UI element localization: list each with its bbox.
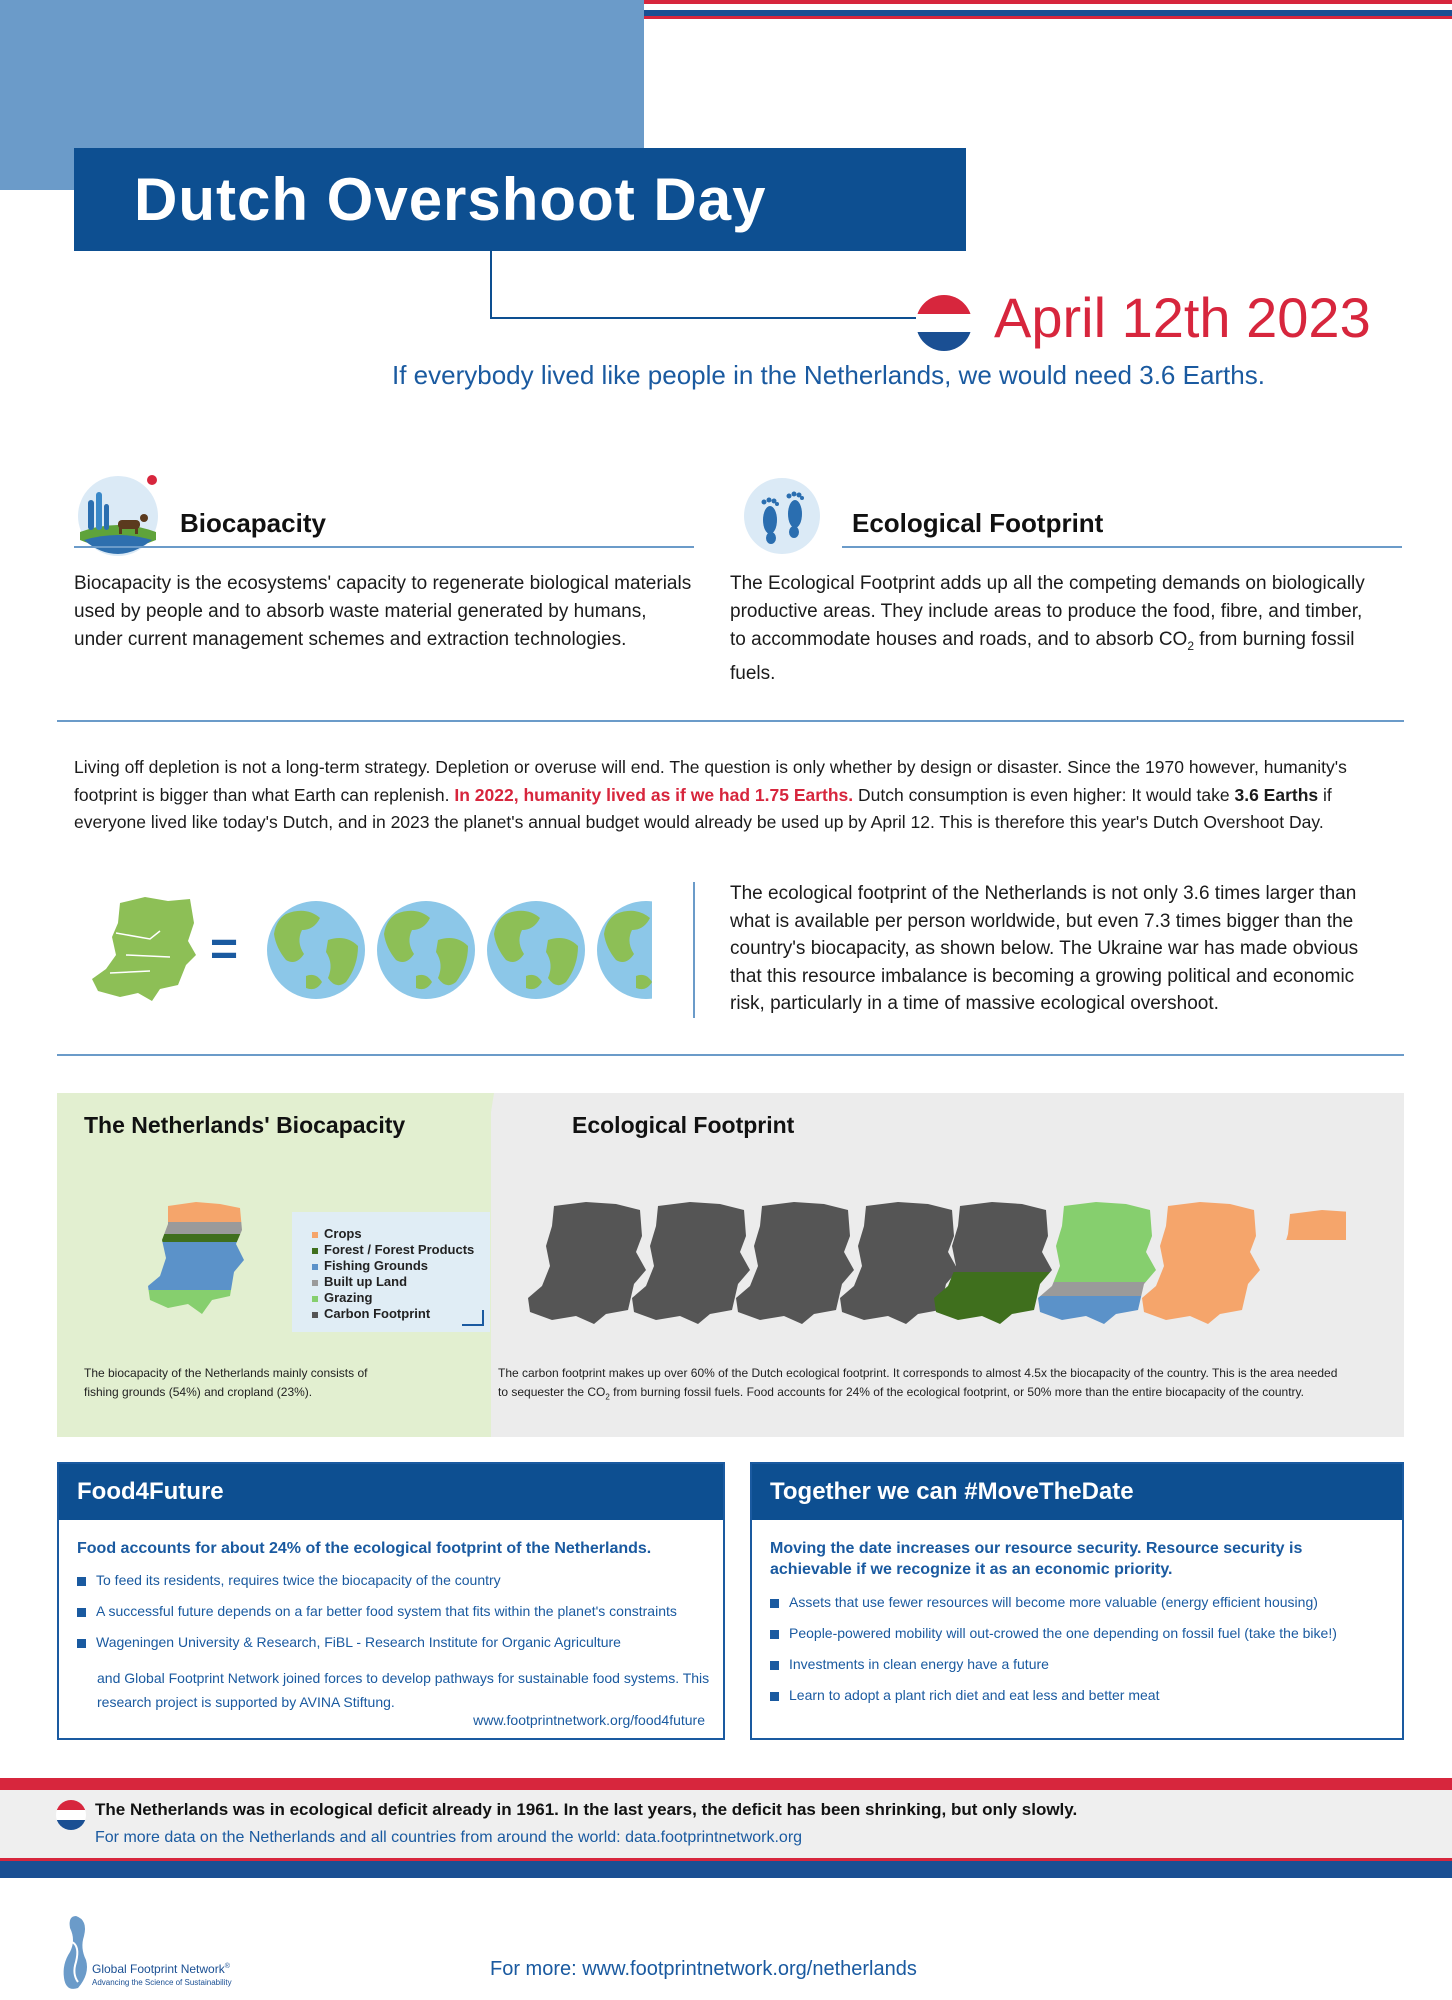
bullet-icon [77, 1639, 86, 1648]
legend-label: Carbon Footprint [324, 1306, 431, 1321]
grazing-built-fishing-map [1036, 1200, 1161, 1325]
depletion-text: Dutch consumption is even higher: It would take [853, 784, 1235, 805]
bullet-icon [77, 1608, 86, 1617]
legend-item-forest [312, 1242, 474, 1258]
equals-sign: = [210, 923, 239, 976]
earths-graphic [266, 900, 666, 1000]
bullet-text: Wageningen University & Research, FiBL - Research Institute for Organic Agriculture [96, 1634, 621, 1650]
legend [292, 1212, 490, 1332]
list-item [770, 1592, 1400, 1612]
movedate-lead: Moving the date increases our resource security. Resource security is achievable if we recognize it as an economic priority. [770, 1540, 1303, 1578]
flag-stripe-red-thin [644, 16, 1452, 19]
carbon-map [632, 1202, 750, 1324]
list-item [77, 1601, 717, 1621]
bullet-text: Learn to adopt a plant rich diet and eat less and better meat [789, 1687, 1160, 1703]
footprint-caption-text: The carbon footprint makes up over 60% of the Dutch ecological footprint. It corresponds to almost 4.5x the biocapacity of the country. This is the area needed to sequester the CO [498, 1366, 1338, 1399]
footprint-text [730, 570, 1370, 688]
connector-line [490, 251, 492, 319]
dutch-flag-icon [916, 295, 972, 351]
bullet-text: To feed its residents, requires twice the biocapacity of the country [96, 1572, 501, 1588]
earth-partial-icon [597, 901, 666, 999]
bullet-text: People-powered mobility will out-crowed the one depending on fossil fuel (take the bike!) [789, 1625, 1337, 1641]
footprint-logo-icon [58, 1912, 92, 1992]
legend-swatch [312, 1264, 318, 1270]
list-item [770, 1685, 1400, 1705]
biocapacity-text: Biocapacity is the ecosystems' capacity to regenerate biological materials used by people and to absorb waste material generated by humans, under current management schemes and extraction technologies. [74, 573, 692, 650]
food4future-bullets [77, 1570, 717, 1714]
carbon-map [528, 1202, 646, 1324]
logo-name [92, 1962, 230, 1976]
bio-caption: The biocapacity of the Netherlands mainly consists of fishing grounds (54%) and cropland (23%). [84, 1366, 368, 1399]
legend-item-grazing [312, 1290, 474, 1306]
earths-bold: 3.6 Earths [1234, 784, 1319, 805]
legend-swatch [312, 1232, 318, 1238]
footer-stripe-blue [0, 1861, 1452, 1878]
crops-map [1142, 1202, 1260, 1324]
list-item [770, 1623, 1400, 1643]
legend-label: Forest / Forest Products [324, 1242, 475, 1257]
bullet-continuation: and Global Footprint Network joined forces to develop pathways for sustainable food systems. This research project is supported by AVINA Stiftung. [97, 1670, 710, 1710]
highlight-2022: In 2022, humanity lived as if we had 1.75 Earths. [454, 784, 854, 805]
connector-line [490, 317, 916, 319]
registered-mark: ® [224, 1963, 230, 1970]
legend-label: Built up Land [324, 1274, 408, 1289]
divider [57, 1054, 1404, 1056]
header-subtitle: If everybody lived like people in the Netherlands, we would need 3.6 Earths. [392, 360, 1265, 390]
legend-swatch [312, 1248, 318, 1254]
list-item [77, 1632, 717, 1652]
depletion-text: if everyone lived like today's Dutch, and in 2023 the planet's annual budget would already be used up by April 12. This is therefore this year's Dutch Overshoot Day. [74, 784, 1332, 832]
footprint-caption [498, 1364, 1338, 1406]
bullet-text: A successful future depends on a far better food system that fits within the planet's constraints [96, 1603, 677, 1619]
for-more-link[interactable]: For more: www.footprintnetwork.org/netherlands [490, 1958, 917, 1980]
logo-name-text: Global Footprint Network [92, 1962, 225, 1976]
deficit-statement: The Netherlands was in ecological deficit already in 1961. In the last years, the deficit has been shrinking, but only slowly. [95, 1800, 1078, 1819]
earth-icon [377, 901, 475, 999]
footprint-maps [526, 1200, 1346, 1325]
footprint-caption-text: from burning fossil fuels. Food accounts for 24% of the ecological footprint, or 50% more than the entire biocapacity of the country. [609, 1385, 1304, 1399]
legend-item-carbon [312, 1306, 474, 1322]
bullet-text: Assets that use fewer resources will become more valuable (energy efficient housing) [789, 1594, 1318, 1610]
earth-icon [267, 901, 365, 999]
legend-list [312, 1226, 474, 1322]
divider [57, 720, 1404, 722]
bullet-icon [770, 1692, 779, 1701]
bullet-text: Investments in clean energy have a future [789, 1656, 1049, 1672]
bio-panel-heading: The Netherlands' Biocapacity [84, 1112, 406, 1138]
legend-label: Grazing [324, 1290, 373, 1305]
co2-subscript: 2 [1187, 638, 1195, 653]
crops-partial-map [1264, 1210, 1346, 1325]
bullet-icon [77, 1577, 86, 1586]
logo-tagline: Advancing the Science of Sustainability [92, 1978, 232, 1987]
legend-corner [462, 1310, 484, 1326]
more-data-text: For more data on the Netherlands and all countries from around the world: data.footprintnetwork.org [95, 1829, 803, 1846]
page-title: Dutch Overshoot Day [74, 148, 966, 251]
movedate-bullets [770, 1592, 1400, 1716]
dutch-flag-icon [56, 1800, 86, 1830]
food4future-lead: Food accounts for about 24% of the ecological footprint of the Netherlands. [77, 1540, 652, 1557]
legend-item-built [312, 1274, 474, 1290]
section-rule [74, 546, 694, 548]
food4future-box [57, 1462, 725, 1740]
equation-text: The ecological footprint of the Netherlands is not only 3.6 times larger than what is available per person worldwide, but even 7.3 times bigger than the country's biocapacity, as shown below. The Ukraine war has made obvious that this resource imbalance is becoming a growing political and economic risk, particularly in a time of massive ecological overshoot. [730, 883, 1359, 1014]
carbon-map [736, 1202, 854, 1324]
depletion-text: Living off depletion is not a long-term strategy. Depletion or overuse will end. The question is only whether by design or disaster. Since the 1970 however, humanity's footprint is bigger than what Earth can replenish. [74, 757, 1347, 805]
co2-subscript: 2 [605, 1392, 610, 1402]
biocapacity-heading: Biocapacity [180, 508, 326, 538]
legend-label: Crops [324, 1226, 362, 1241]
footprint-panel-heading: Ecological Footprint [572, 1112, 795, 1138]
list-item [77, 1570, 717, 1590]
movedate-heading: Together we can #MoveTheDate [752, 1464, 1402, 1520]
vertical-divider [693, 882, 695, 1018]
legend-swatch [312, 1280, 318, 1286]
footprint-text-part: The Ecological Footprint adds up all the competing demands on biologically productive areas. They include areas to produce the food, fibre, and timber, to accommodate houses and roads, and to absorb CO [730, 573, 1365, 650]
legend-label: Fishing Grounds [324, 1258, 428, 1273]
section-rule [842, 546, 1402, 548]
bullet-icon [770, 1599, 779, 1608]
legend-swatch [312, 1296, 318, 1302]
biocapacity-map [146, 1200, 246, 1320]
earth-icon [487, 901, 585, 999]
movedate-box [750, 1462, 1404, 1740]
food4future-heading: Food4Future [59, 1464, 723, 1520]
footprint-heading: Ecological Footprint [852, 508, 1104, 538]
legend-item-fishing [312, 1258, 474, 1274]
netherlands-map-icon [90, 893, 200, 1005]
bullet-icon [770, 1630, 779, 1639]
list-item [770, 1654, 1400, 1674]
food4future-link[interactable]: www.footprintnetwork.org/food4future [473, 1712, 705, 1728]
depletion-paragraph [74, 754, 1384, 837]
legend-swatch [312, 1312, 318, 1318]
landscape-icon [74, 470, 162, 558]
footer-stripe-red [0, 1778, 1452, 1790]
footprint-text-part: from burning fossil fuels. [730, 629, 1355, 684]
overshoot-date: April 12th 2023 [994, 286, 1371, 349]
footprints-icon [742, 476, 822, 556]
bullet-icon [770, 1661, 779, 1670]
legend-item-crops [312, 1226, 474, 1242]
